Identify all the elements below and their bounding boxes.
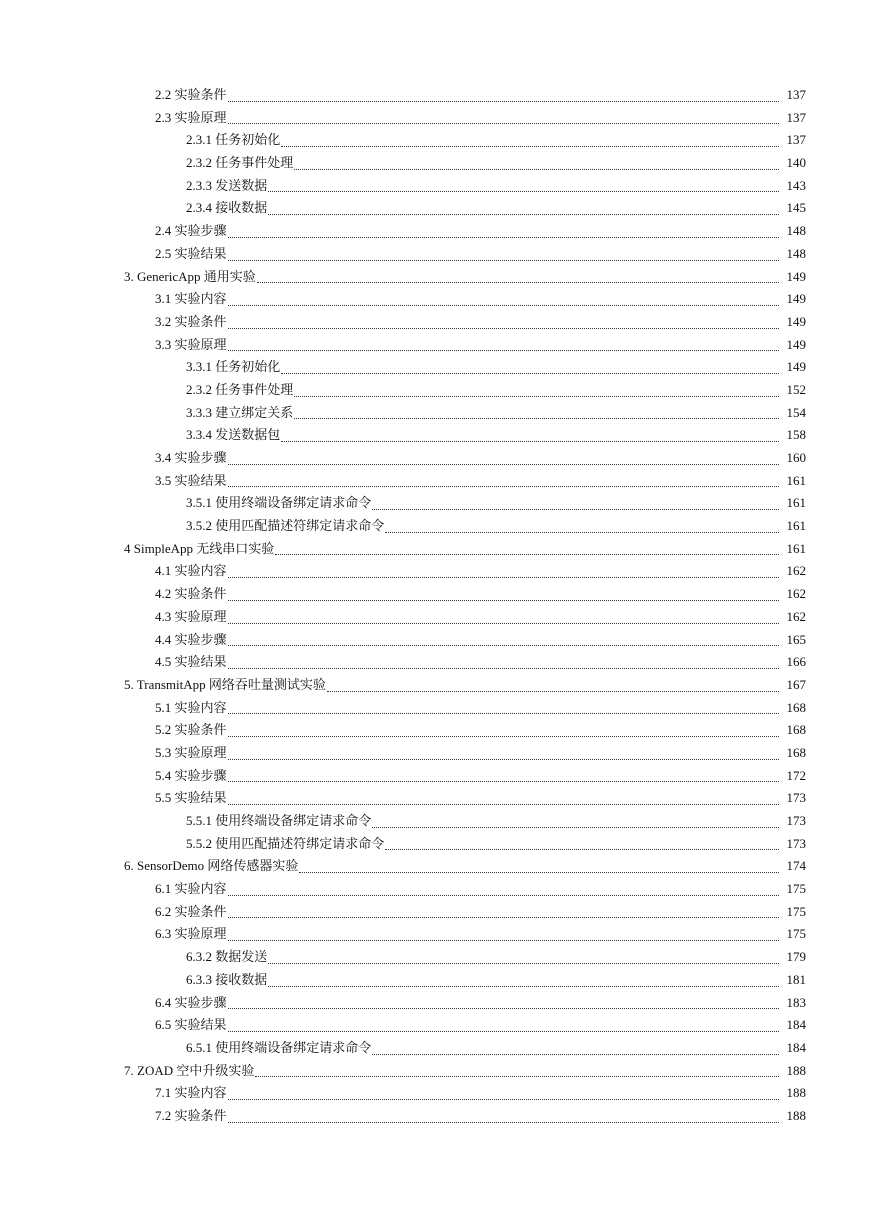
dot-leader	[228, 1108, 779, 1123]
toc-entry-page-number: 149	[786, 336, 806, 352]
toc-entry[interactable]	[0, 697, 869, 720]
dot-leader	[372, 813, 779, 828]
toc-entry-title: 2.3.4 接收数据	[186, 200, 268, 216]
toc-entry-title: 2.3.2 任务事件处理	[186, 155, 294, 171]
toc-entry[interactable]	[0, 629, 869, 652]
toc-entry-page-number: 137	[786, 87, 806, 102]
dot-leader	[228, 586, 779, 601]
toc-entry-page-number: 162	[786, 608, 806, 624]
toc-entry-title: 2.3.3 发送数据	[186, 177, 268, 193]
toc-entry-page-number: 188	[786, 1085, 806, 1101]
dot-leader	[228, 745, 779, 760]
toc-entry-title: 6.1 实验内容	[155, 881, 227, 897]
dot-leader	[372, 1040, 779, 1055]
toc-entry[interactable]	[0, 742, 869, 765]
toc-entry[interactable]	[0, 992, 869, 1015]
toc-entry-title: 4.3 实验原理	[155, 608, 227, 624]
toc-entry-title: 3.2 实验条件	[155, 313, 227, 329]
toc-entry-page-number: 154	[786, 404, 806, 420]
dot-leader	[372, 495, 779, 510]
dot-leader	[228, 109, 779, 124]
toc-entry-page-number: 175	[786, 903, 806, 919]
dot-leader	[294, 155, 779, 170]
toc-entry-title: 7.1 实验内容	[155, 1085, 227, 1101]
toc-entry-page-number: 184	[786, 1017, 806, 1033]
toc-entry[interactable]	[0, 583, 869, 606]
toc-entry[interactable]	[0, 129, 869, 152]
toc-entry-page-number: 168	[786, 744, 806, 760]
dot-leader	[228, 881, 779, 896]
toc-entry-page-number: 149	[786, 313, 806, 329]
toc-entry[interactable]	[0, 560, 869, 583]
toc-entry-title: 3.3.1 任务初始化	[186, 359, 281, 375]
toc-entry-page-number: 161	[786, 472, 806, 488]
toc-entry-page-number: 145	[786, 200, 806, 216]
toc-entry-page-number: 140	[786, 155, 806, 171]
toc-entry[interactable]	[0, 1014, 869, 1037]
toc-entry[interactable]	[0, 197, 869, 220]
toc-entry-page-number: 161	[786, 540, 806, 556]
dot-leader	[281, 427, 779, 442]
toc-entry-page-number: 160	[786, 450, 806, 465]
toc-entry-page-number: 168	[786, 699, 806, 715]
toc-entry-page-number: 175	[786, 881, 806, 897]
toc-entry-title: 5.3 实验原理	[155, 744, 227, 760]
toc-entry-title: 7.2 实验条件	[155, 1107, 227, 1123]
toc-entry-page-number: 149	[786, 359, 806, 375]
toc-entry-page-number: 162	[786, 586, 806, 602]
toc-entry[interactable]	[0, 288, 869, 311]
dot-leader	[228, 87, 779, 102]
toc-entry-title: 4.2 实验条件	[155, 586, 227, 602]
toc-entry[interactable]	[0, 152, 869, 175]
toc-entry[interactable]	[0, 787, 869, 810]
toc-entry[interactable]	[0, 969, 869, 992]
dot-leader	[268, 949, 779, 964]
toc-entry-title: 2.3 实验原理	[155, 109, 227, 125]
dot-leader	[228, 291, 779, 306]
toc-entry-page-number: 174	[786, 858, 806, 874]
toc-entry-title: 5. TransmitApp 网络吞吐量测试实验	[124, 676, 326, 692]
toc-entry-page-number: 173	[786, 835, 806, 851]
dot-leader	[257, 268, 779, 283]
toc-entry-title: 3.5.1 使用终端设备绑定请求命令	[186, 495, 372, 511]
toc-entry-page-number: 152	[786, 381, 806, 397]
dot-leader	[228, 631, 779, 646]
table-of-contents	[0, 84, 869, 1128]
toc-entry-page-number: 137	[786, 132, 806, 148]
toc-entry-title: 6.3.3 接收数据	[186, 971, 268, 987]
toc-entry[interactable]	[0, 356, 869, 379]
toc-entry-title: 6.5.1 使用终端设备绑定请求命令	[186, 1039, 372, 1055]
toc-entry-page-number: 188	[786, 1107, 806, 1123]
toc-entry[interactable]	[0, 855, 869, 878]
toc-entry-title: 5.5.2 使用匹配描述符绑定请求命令	[186, 835, 385, 851]
dot-leader	[294, 382, 779, 397]
toc-entry-title: 3. GenericApp 通用实验	[124, 268, 256, 284]
toc-entry-title: 6.2 实验条件	[155, 903, 227, 919]
toc-entry-page-number: 161	[786, 518, 806, 534]
toc-entry[interactable]	[0, 311, 869, 334]
dot-leader	[228, 450, 779, 465]
toc-entry[interactable]	[0, 674, 869, 697]
toc-entry-page-number: 175	[786, 926, 806, 942]
toc-entry-title: 3.3.4 发送数据包	[186, 427, 281, 443]
toc-entry[interactable]	[0, 266, 869, 289]
toc-entry-title: 5.5.1 使用终端设备绑定请求命令	[186, 813, 372, 828]
toc-entry-title: 3.4 实验步骤	[155, 450, 227, 465]
toc-entry-title: 2.3.1 任务初始化	[186, 132, 281, 148]
toc-entry[interactable]	[0, 1037, 869, 1060]
toc-entry-page-number: 173	[786, 790, 806, 806]
dot-leader	[327, 677, 779, 692]
toc-entry[interactable]	[0, 470, 869, 493]
dot-leader	[385, 835, 779, 850]
toc-entry-title: 2.3.2 任务事件处理	[186, 381, 294, 397]
toc-entry[interactable]	[0, 810, 869, 833]
toc-entry[interactable]	[0, 424, 869, 447]
dot-leader	[228, 609, 779, 624]
dot-leader	[281, 132, 779, 147]
toc-entry-title: 5.2 实验条件	[155, 722, 227, 738]
toc-entry-title: 3.3.3 建立绑定关系	[186, 404, 294, 420]
toc-entry[interactable]	[0, 1082, 869, 1105]
toc-entry-title: 6.5 实验结果	[155, 1017, 227, 1033]
dot-leader	[228, 314, 779, 329]
toc-entry-page-number: 188	[786, 1062, 806, 1078]
toc-entry-title: 5.4 实验步骤	[155, 767, 227, 783]
toc-entry-page-number: 148	[786, 245, 806, 261]
toc-entry[interactable]	[0, 107, 869, 130]
dot-leader	[268, 200, 779, 215]
toc-entry-title: 6.4 实验步骤	[155, 994, 227, 1010]
toc-entry-title: 6. SensorDemo 网络传感器实验	[124, 858, 299, 874]
toc-entry[interactable]	[0, 538, 869, 561]
dot-leader	[228, 790, 779, 805]
toc-entry[interactable]	[0, 651, 869, 674]
toc-entry-page-number: 168	[786, 722, 806, 738]
toc-entry[interactable]	[0, 379, 869, 402]
toc-entry-page-number: 165	[786, 631, 806, 647]
toc-entry[interactable]	[0, 923, 869, 946]
toc-entry-page-number: 162	[786, 563, 806, 579]
dot-leader	[255, 1062, 779, 1077]
toc-entry[interactable]	[0, 492, 869, 515]
toc-entry-page-number: 167	[786, 676, 806, 692]
toc-entry[interactable]	[0, 175, 869, 198]
toc-entry-page-number: 137	[786, 109, 806, 125]
toc-entry-page-number: 149	[786, 268, 806, 284]
dot-leader	[228, 336, 779, 351]
toc-entry-page-number: 149	[786, 291, 806, 307]
toc-entry-title: 2.4 实验步骤	[155, 223, 227, 239]
toc-entry[interactable]	[0, 84, 869, 107]
toc-entry-title: 3.1 实验内容	[155, 291, 227, 307]
toc-entry-title: 7. ZOAD 空中升级实验	[124, 1062, 255, 1078]
toc-entry[interactable]	[0, 833, 869, 856]
dot-leader	[268, 177, 779, 192]
toc-entry-title: 4 SimpleApp 无线串口实验	[124, 540, 275, 556]
toc-entry-page-number: 172	[786, 767, 806, 783]
toc-entry[interactable]	[0, 243, 869, 266]
toc-entry-title: 3.3 实验原理	[155, 336, 227, 352]
dot-leader	[294, 404, 779, 419]
toc-entry-page-number: 143	[786, 177, 806, 193]
dot-leader	[228, 926, 779, 941]
dot-leader	[228, 903, 779, 918]
toc-entry[interactable]	[0, 878, 869, 901]
dot-leader	[228, 472, 779, 487]
toc-entry-title: 4.4 实验步骤	[155, 631, 227, 647]
dot-leader	[385, 518, 779, 533]
dot-leader	[228, 1017, 779, 1032]
dot-leader	[228, 994, 779, 1009]
dot-leader	[299, 858, 779, 873]
dot-leader	[228, 246, 779, 261]
toc-entry[interactable]	[0, 765, 869, 788]
toc-entry-page-number: 166	[786, 654, 806, 670]
toc-entry-page-number: 181	[786, 971, 806, 987]
toc-entry[interactable]	[0, 220, 869, 243]
toc-entry[interactable]	[0, 719, 869, 742]
toc-entry-title: 5.5 实验结果	[155, 790, 227, 806]
toc-entry[interactable]	[0, 901, 869, 924]
toc-entry-title: 4.1 实验内容	[155, 563, 227, 579]
dot-leader	[228, 767, 779, 782]
toc-entry-title: 5.1 实验内容	[155, 699, 227, 715]
dot-leader	[281, 359, 779, 374]
toc-entry-title: 6.3.2 数据发送	[186, 949, 268, 965]
dot-leader	[228, 699, 779, 714]
toc-entry[interactable]	[0, 1060, 869, 1083]
toc-entry-title: 3.5.2 使用匹配描述符绑定请求命令	[186, 518, 385, 534]
toc-entry[interactable]	[0, 402, 869, 425]
dot-leader	[228, 1085, 779, 1100]
toc-entry-page-number: 184	[786, 1039, 806, 1055]
dot-leader	[228, 223, 779, 238]
toc-entry[interactable]	[0, 1105, 869, 1128]
toc-entry[interactable]	[0, 606, 869, 629]
toc-entry-title: 6.3 实验原理	[155, 926, 227, 942]
toc-entry-page-number: 158	[786, 427, 806, 443]
dot-leader	[228, 654, 779, 669]
toc-entry[interactable]	[0, 515, 869, 538]
toc-entry-page-number: 183	[786, 994, 806, 1010]
dot-leader	[268, 972, 779, 987]
toc-entry-title: 4.5 实验结果	[155, 654, 227, 670]
toc-entry-title: 3.5 实验结果	[155, 472, 227, 488]
toc-entry-page-number: 179	[786, 949, 806, 965]
toc-entry-title: 2.2 实验条件	[155, 87, 227, 102]
dot-leader	[228, 722, 779, 737]
toc-entry[interactable]	[0, 447, 869, 470]
toc-entry-title: 2.5 实验结果	[155, 245, 227, 261]
toc-entry[interactable]	[0, 334, 869, 357]
dot-leader	[275, 540, 779, 555]
dot-leader	[228, 563, 779, 578]
toc-entry-page-number: 148	[786, 223, 806, 239]
toc-entry-page-number: 161	[786, 495, 806, 511]
toc-entry-page-number: 173	[786, 813, 806, 828]
toc-entry[interactable]	[0, 946, 869, 969]
